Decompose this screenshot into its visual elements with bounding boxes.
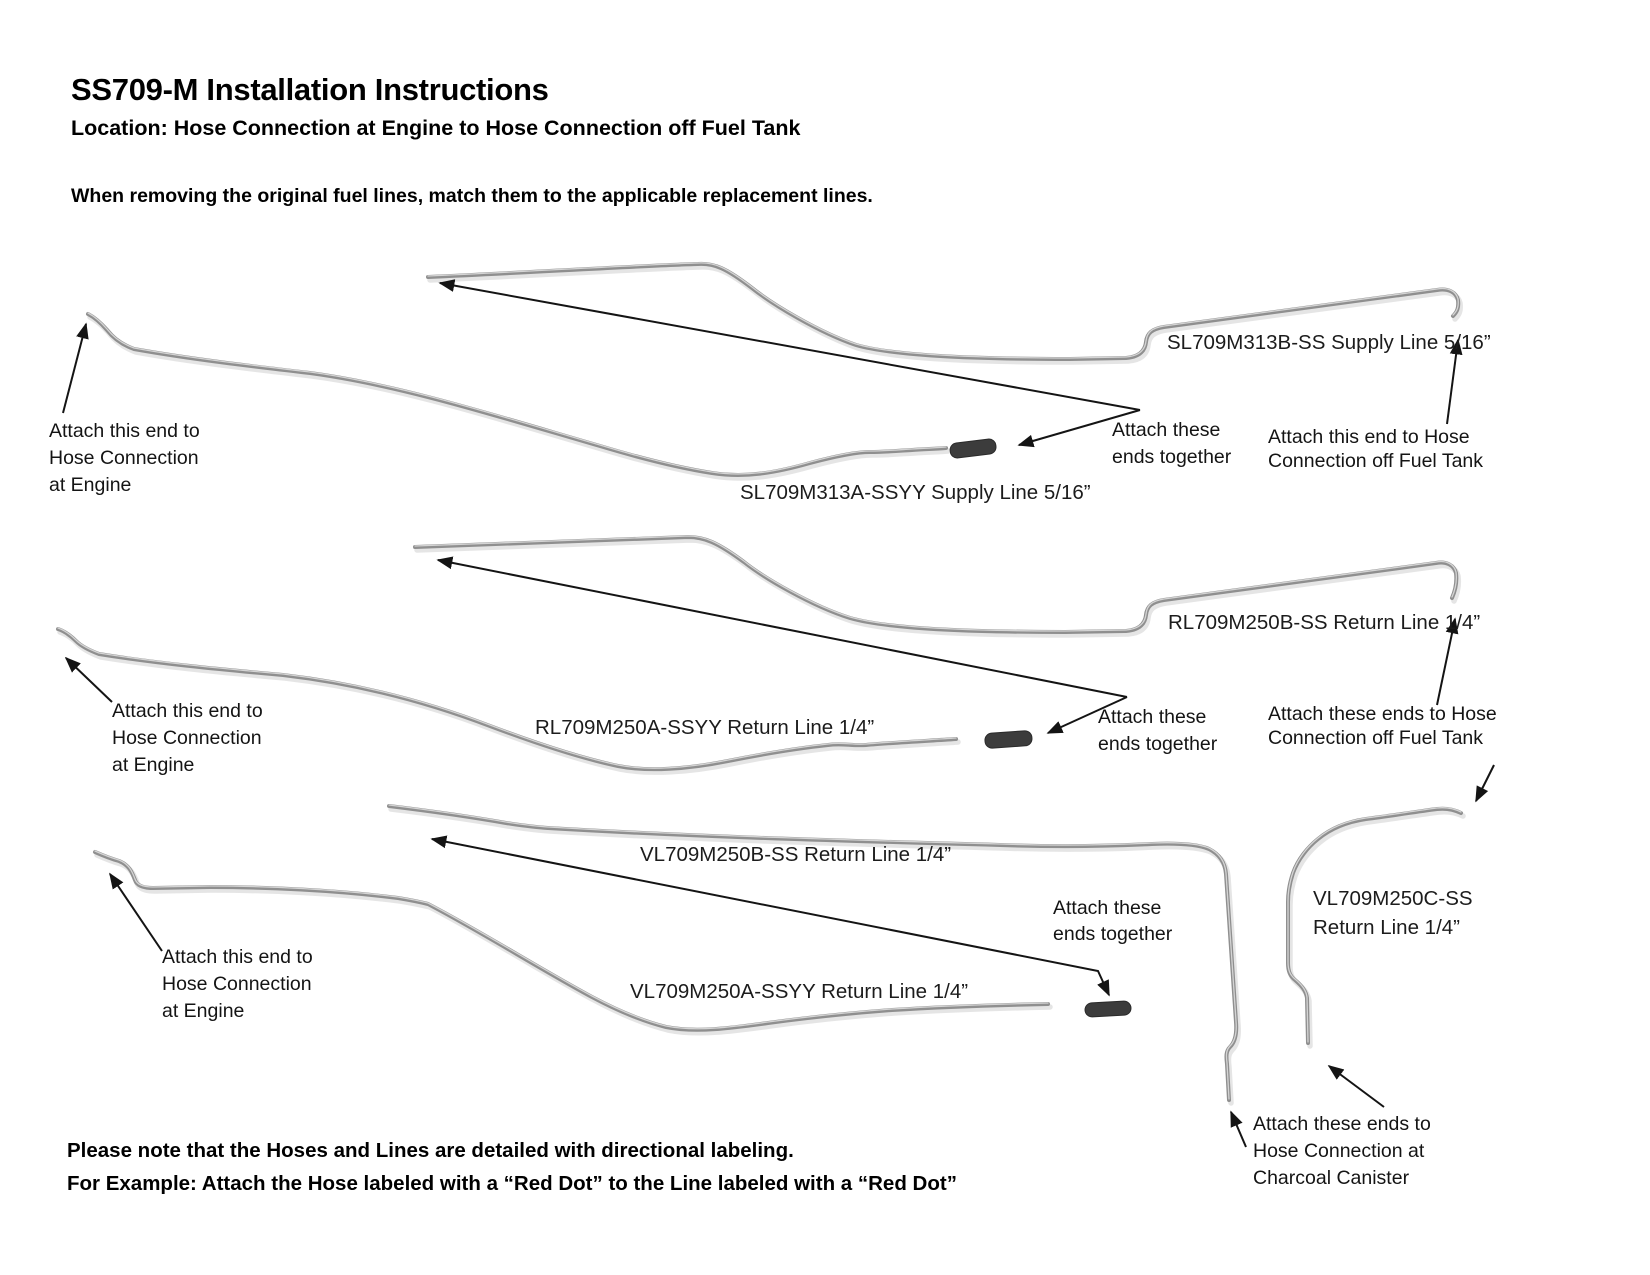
annotation-line: Hose Connection bbox=[112, 727, 262, 749]
label-vl709m250a: VL709M250A-SSYY Return Line 1/4” bbox=[630, 980, 969, 1003]
annotation-attach-together-vapor bbox=[1053, 895, 1172, 947]
annotation-line: ends together bbox=[1112, 446, 1232, 468]
intro-note: When removing the original fuel lines, match them to the applicable replacement lines. bbox=[71, 185, 873, 207]
annotation-line: ends together bbox=[1053, 923, 1173, 945]
annotation-line: Attach this end to bbox=[49, 420, 200, 442]
annotation-engine-vapor bbox=[162, 944, 313, 1025]
arrow-engine-end-supply bbox=[63, 324, 86, 413]
arrow-charcoal-to-lineC bbox=[1329, 1066, 1384, 1107]
annotation-line: Hose Connection bbox=[162, 973, 312, 995]
annotation-line: Attach these bbox=[1098, 706, 1207, 728]
hose-fitting-vl709m250a bbox=[1085, 1001, 1132, 1017]
page-title: SS709-M Installation Instructions bbox=[71, 72, 549, 107]
label-vl709m250c bbox=[1313, 884, 1473, 942]
annotation-fueltank-return bbox=[1268, 702, 1497, 750]
annotation-engine-return bbox=[112, 698, 263, 779]
footer-note bbox=[67, 1134, 957, 1200]
footer-note-line1: Please note that the Hoses and Lines are detailed with directional labeling. bbox=[67, 1139, 794, 1162]
annotation-fueltank-supply bbox=[1268, 425, 1483, 473]
annotation-line: Attach these bbox=[1112, 419, 1221, 441]
arrow-attach-supply-to-lineB bbox=[440, 283, 1140, 410]
annotation-attach-together-return bbox=[1098, 704, 1217, 758]
hose-fitting-sl709m313a bbox=[949, 438, 996, 458]
arrow-engine-end-return bbox=[66, 658, 112, 702]
annotation-line: Attach this end to Hose bbox=[1268, 426, 1470, 448]
annotation-line: Attach these ends to Hose bbox=[1268, 703, 1497, 725]
annotation-attach-together-supply bbox=[1112, 417, 1231, 471]
annotation-line: Hose Connection at bbox=[1253, 1140, 1425, 1162]
annotation-line: Attach this end to bbox=[162, 946, 313, 968]
annotation-line: Attach these bbox=[1053, 897, 1162, 919]
footer-note-line2: For Example: Attach the Hose labeled with a “Red Dot” to the Line labeled with a “Red Dot” bbox=[67, 1172, 957, 1195]
label-rl709m250a: RL709M250A-SSYY Return Line 1/4” bbox=[535, 716, 875, 739]
label-vl709m250b: VL709M250B-SS Return Line 1/4” bbox=[640, 843, 952, 866]
annotation-line: Charcoal Canister bbox=[1253, 1167, 1410, 1189]
annotation-line: at Engine bbox=[112, 754, 195, 776]
annotation-line: Connection off Fuel Tank bbox=[1268, 450, 1484, 472]
annotation-line: at Engine bbox=[162, 1000, 245, 1022]
annotation-line: Connection off Fuel Tank bbox=[1268, 727, 1484, 749]
label-sl709m313a: SL709M313A-SSYY Supply Line 5/16” bbox=[740, 481, 1091, 504]
label-vl709m250c-line1: VL709M250C-SS bbox=[1313, 887, 1473, 910]
annotation-line: at Engine bbox=[49, 474, 132, 496]
annotation-line: Hose Connection bbox=[49, 447, 199, 469]
label-sl709m313b: SL709M313B-SS Supply Line 5/16” bbox=[1167, 331, 1491, 354]
annotation-line: ends together bbox=[1098, 733, 1218, 755]
label-vl709m250c-line2: Return Line 1/4” bbox=[1313, 916, 1461, 939]
label-rl709m250b: RL709M250B-SS Return Line 1/4” bbox=[1168, 611, 1481, 634]
annotation-charcoal-canister bbox=[1253, 1111, 1431, 1192]
annotation-engine-supply bbox=[49, 418, 200, 499]
hose-fitting-rl709m250a bbox=[984, 730, 1032, 748]
fuel-line-sl709m313a bbox=[88, 313, 948, 478]
arrow-attach-return-to-lineB bbox=[438, 560, 1127, 697]
annotation-line: Attach this end to bbox=[112, 700, 263, 722]
annotation-line: Attach these ends to bbox=[1253, 1113, 1431, 1135]
page-subtitle: Location: Hose Connection at Engine to Hose Connection off Fuel Tank bbox=[71, 116, 801, 140]
arrow-charcoal-to-lineB bbox=[1231, 1112, 1246, 1147]
arrow-fueltank-lineC bbox=[1476, 765, 1494, 801]
